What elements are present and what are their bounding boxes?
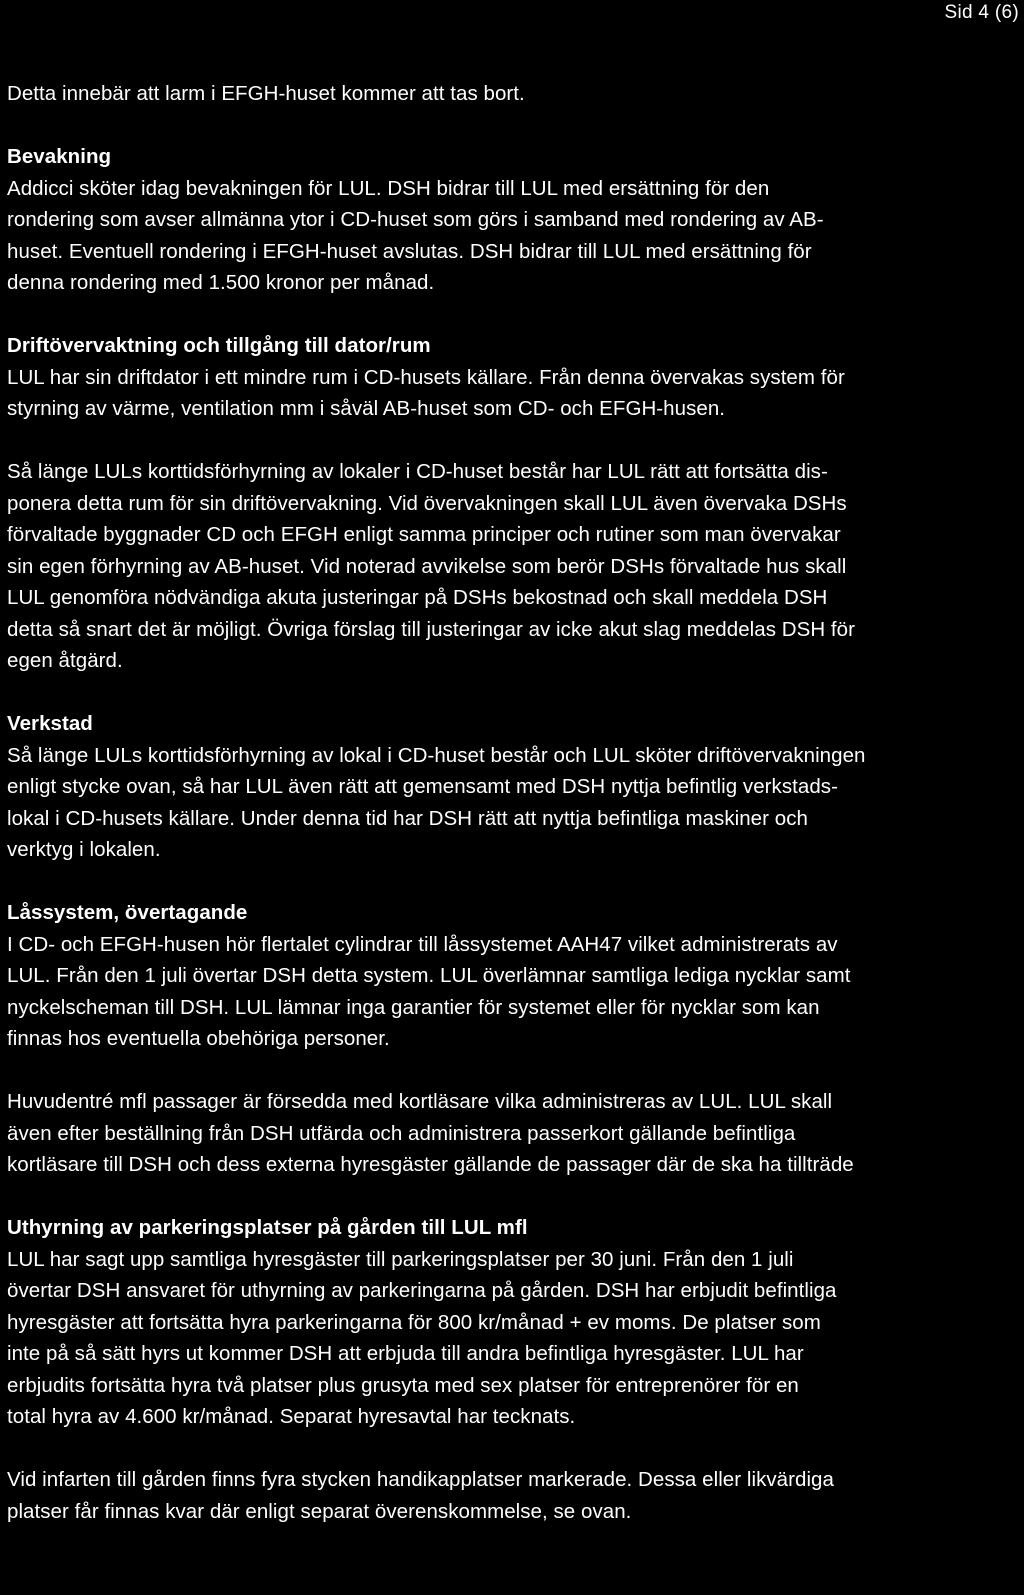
text-line: övertar DSH ansvaret för uthyrning av parkeringarna på gården. DSH har erbjudit befintliga	[7, 1279, 837, 1302]
text-line: LUL har sin driftdator i ett mindre rum i CD-husets källare. Från denna övervakas system för	[7, 365, 845, 389]
paragraph	[7, 362, 1019, 425]
text-line: rondering som avser allmänna ytor i CD-huset som görs i samband med rondering av AB-	[7, 208, 824, 231]
text-line: sin egen förhyrning av AB-huset. Vid noterad avvikelse som berör DSHs förvaltade hus skall	[7, 554, 847, 578]
paragraph	[7, 1244, 1019, 1433]
paragraph-gap	[7, 110, 1019, 142]
paragraph-gap	[7, 1055, 1019, 1087]
section-heading: Bevakning	[7, 145, 112, 168]
paragraph-gap	[7, 299, 1019, 331]
paragraph-gap	[7, 1433, 1019, 1465]
text-line: detta så snart det är möjligt. Övriga förslag till justeringar av icke akut slag meddelas DSH för	[7, 617, 855, 641]
paragraph	[7, 1086, 1019, 1181]
text-line: denna rondering med 1.500 kronor per månad.	[7, 271, 435, 294]
paragraph-gap	[7, 866, 1019, 898]
text-line: Addicci sköter idag bevakningen för LUL. DSH bidrar till LUL med ersättning för den	[7, 176, 770, 200]
text-line: styrning av värme, ventilation mm i såväl AB-huset som CD- och EFGH-husen.	[7, 397, 726, 420]
section-heading: Verkstad	[7, 712, 93, 735]
text-line: inte på så sätt hyrs ut kommer DSH att erbjuda till andra befintliga hyresgäster. LUL har	[7, 1342, 804, 1365]
text-line: total hyra av 4.600 kr/månad. Separat hyresavtal har tecknats.	[7, 1405, 576, 1428]
text-line: nyckelscheman till DSH. LUL lämnar inga garantier för systemet eller för nycklar som kan	[7, 995, 820, 1019]
text-line: huset. Eventuell rondering i EFGH-huset avslutas. DSH bidrar till LUL med ersättning för	[7, 239, 812, 263]
text-line: kortläsare till DSH och dess externa hyresgäster gällande de passager där de ska ha tillträde	[7, 1153, 854, 1176]
paragraph-gap	[7, 1181, 1019, 1213]
text-line: platser får finnas kvar där enligt separat överenskommelse, se ovan.	[7, 1499, 632, 1523]
text-line: LUL genomföra nödvändiga akuta justeringar på DSHs bekostnad och skall meddela DSH	[7, 586, 828, 609]
paragraph	[7, 78, 1019, 110]
text-line: finnas hos eventuella obehöriga personer.	[7, 1027, 390, 1050]
paragraph	[7, 456, 1019, 677]
section-heading: Driftövervaktning och tillgång till dator/rum	[7, 334, 431, 357]
text-line: hyresgäster att fortsätta hyra parkeringarna för 800 kr/månad + ev moms. De platser som	[7, 1310, 821, 1334]
text-line: Så länge LULs korttidsförhyrning av lokaler i CD-huset består har LUL rätt att fortsätta dis-	[7, 460, 828, 483]
text-line: enligt stycke ovan, så har LUL även rätt att gemensamt med DSH nyttja befintlig verkstads-	[7, 775, 838, 798]
text-line: lokal i CD-husets källare. Under denna tid har DSH rätt att nyttja befintliga maskiner och	[7, 806, 808, 830]
text-line: Detta innebär att larm i EFGH-huset kommer att tas bort.	[7, 82, 525, 105]
paragraph	[7, 929, 1019, 1055]
text-line: LUL. Från den 1 juli övertar DSH detta system. LUL överlämnar samtliga lediga nycklar samt	[7, 964, 851, 987]
paragraph-gap	[7, 677, 1019, 709]
text-line: även efter beställning från DSH utfärda och administrera passerkort gällande befintliga	[7, 1121, 796, 1145]
text-line: I CD- och EFGH-husen hör flertalet cylindrar till låssystemet AAH47 vilket administrerats av	[7, 932, 838, 956]
text-line: ponera detta rum för sin driftövervakning. Vid övervakningen skall LUL även övervaka DSHs	[7, 491, 847, 515]
text-line: Huvudentré mfl passager är försedda med kortläsare vilka administreras av LUL. LUL skall	[7, 1090, 833, 1113]
section-heading: Uthyrning av parkeringsplatser på gården till LUL mfl	[7, 1216, 528, 1239]
page-number: Sid 4 (6)	[944, 2, 1019, 23]
section-heading: Låssystem, övertagande	[7, 901, 248, 924]
paragraph	[7, 740, 1019, 866]
paragraph	[7, 1464, 1019, 1527]
text-line: Så länge LULs korttidsförhyrning av lokal i CD-huset består och LUL sköter driftövervakningen	[7, 743, 866, 767]
document-body	[7, 78, 1019, 1527]
text-line: verktyg i lokalen.	[7, 838, 161, 861]
text-line: Vid infarten till gården finns fyra stycken handikapplatser markerade. Dessa eller likvärdiga	[7, 1468, 834, 1491]
text-line: erbjudits fortsätta hyra två platser plus grusyta med sex platser för entreprenörer för en	[7, 1373, 799, 1397]
paragraph-gap	[7, 425, 1019, 457]
paragraph	[7, 173, 1019, 299]
text-line: förvaltade byggnader CD och EFGH enligt samma principer och rutiner som man övervakar	[7, 523, 841, 546]
text-line: LUL har sagt upp samtliga hyresgäster till parkeringsplatser per 30 juni. Från den 1 juli	[7, 1247, 794, 1271]
text-line: egen åtgärd.	[7, 649, 123, 672]
